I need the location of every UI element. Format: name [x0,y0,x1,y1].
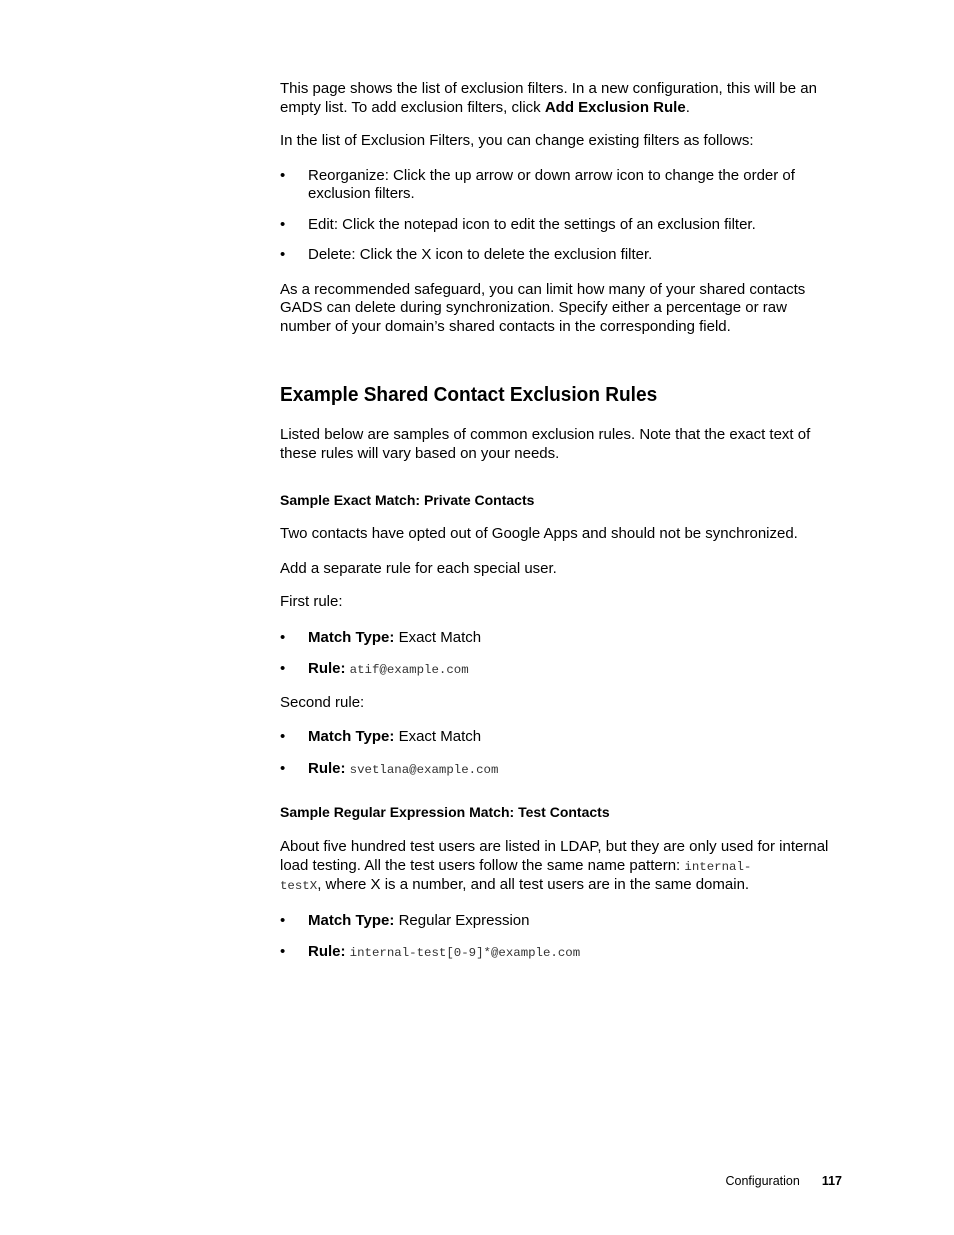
exact-match-paragraph-1: Two contacts have opted out of Google Apps and should not be synchronized. [280,525,798,542]
page-number: 117 [821,1174,842,1188]
regex-match-paragraph: About five hundred test users are listed in LDAP, but they are only used for internal load testing. All the test users follow the same name pattern: internal- testX, where X is a number, and all test users are in the same domain. [280,838,829,893]
page-footer [0,1174,842,1189]
intro-paragraph-2: In the list of Exclusion Filters, you can change existing filters as follows: [280,132,754,149]
section-title: Example Shared Contact Exclusion Rules [280,383,658,406]
list-item: • Edit: Click the notepad icon to edit the settings of an exclusion filter. [280,215,756,233]
intro-paragraph-1: This page shows the list of exclusion filters. In a new configuration, this will be an empty list. To add exclusion filters, click Add Exclusion Rule. [280,80,817,116]
list-item: • Rule: internal-test[0-9]*@example.com [280,943,581,960]
list-item: • Delete: Click the X icon to delete the exclusion filter. [280,246,653,263]
exact-match-heading: Sample Exact Match: Private Contacts [280,492,535,508]
add-exclusion-rule-label: Add Exclusion Rule [544,98,686,116]
section-intro: Listed below are samples of common exclusion rules. Note that the exact text of these rules will vary based on your needs. [280,426,811,462]
bullet-icon: • [280,215,286,233]
bullet-icon: • [280,759,286,777]
page-content [280,80,840,963]
bullet-icon: • [280,728,286,745]
safeguard-paragraph: As a recommended safeguard, you can limit how many of your shared contacts GADS can delete during synchronization. Specify either a percentage or raw number of your domain’s shared contacts in the corresponding field. [280,280,806,335]
bullet-icon: • [280,166,286,184]
bullet-icon: • [280,911,286,929]
list-item: • Match Type: Regular Expression [280,911,530,929]
bullet-icon: • [280,246,286,263]
second-rule-code: svetlana@example.com [349,762,499,777]
bullet-icon: • [280,628,286,646]
list-item: • Rule: svetlana@example.com [280,759,499,777]
exact-match-paragraph-2: Add a separate rule for each special user. [280,559,557,577]
first-rule-code: atif@example.com [349,663,469,677]
second-rule-label: Second rule: [280,693,365,711]
regex-match-heading: Sample Regular Expression Match: Test Contacts [280,804,610,820]
list-item: • Rule: atif@example.com [280,660,469,677]
regex-rule-code: internal-test[0-9]*@example.com [349,946,581,960]
list-item: • Match Type: Exact Match [280,728,482,745]
list-item: • Match Type: Exact Match [280,628,482,646]
list-item: • Reorganize: Click the up arrow or down arrow icon to change the order of exclusion filters. [280,166,795,202]
bullet-icon: • [280,660,286,677]
bullet-icon: • [280,943,286,960]
first-rule-label: First rule: [280,593,343,610]
footer-section-name: Configuration [725,1174,800,1188]
